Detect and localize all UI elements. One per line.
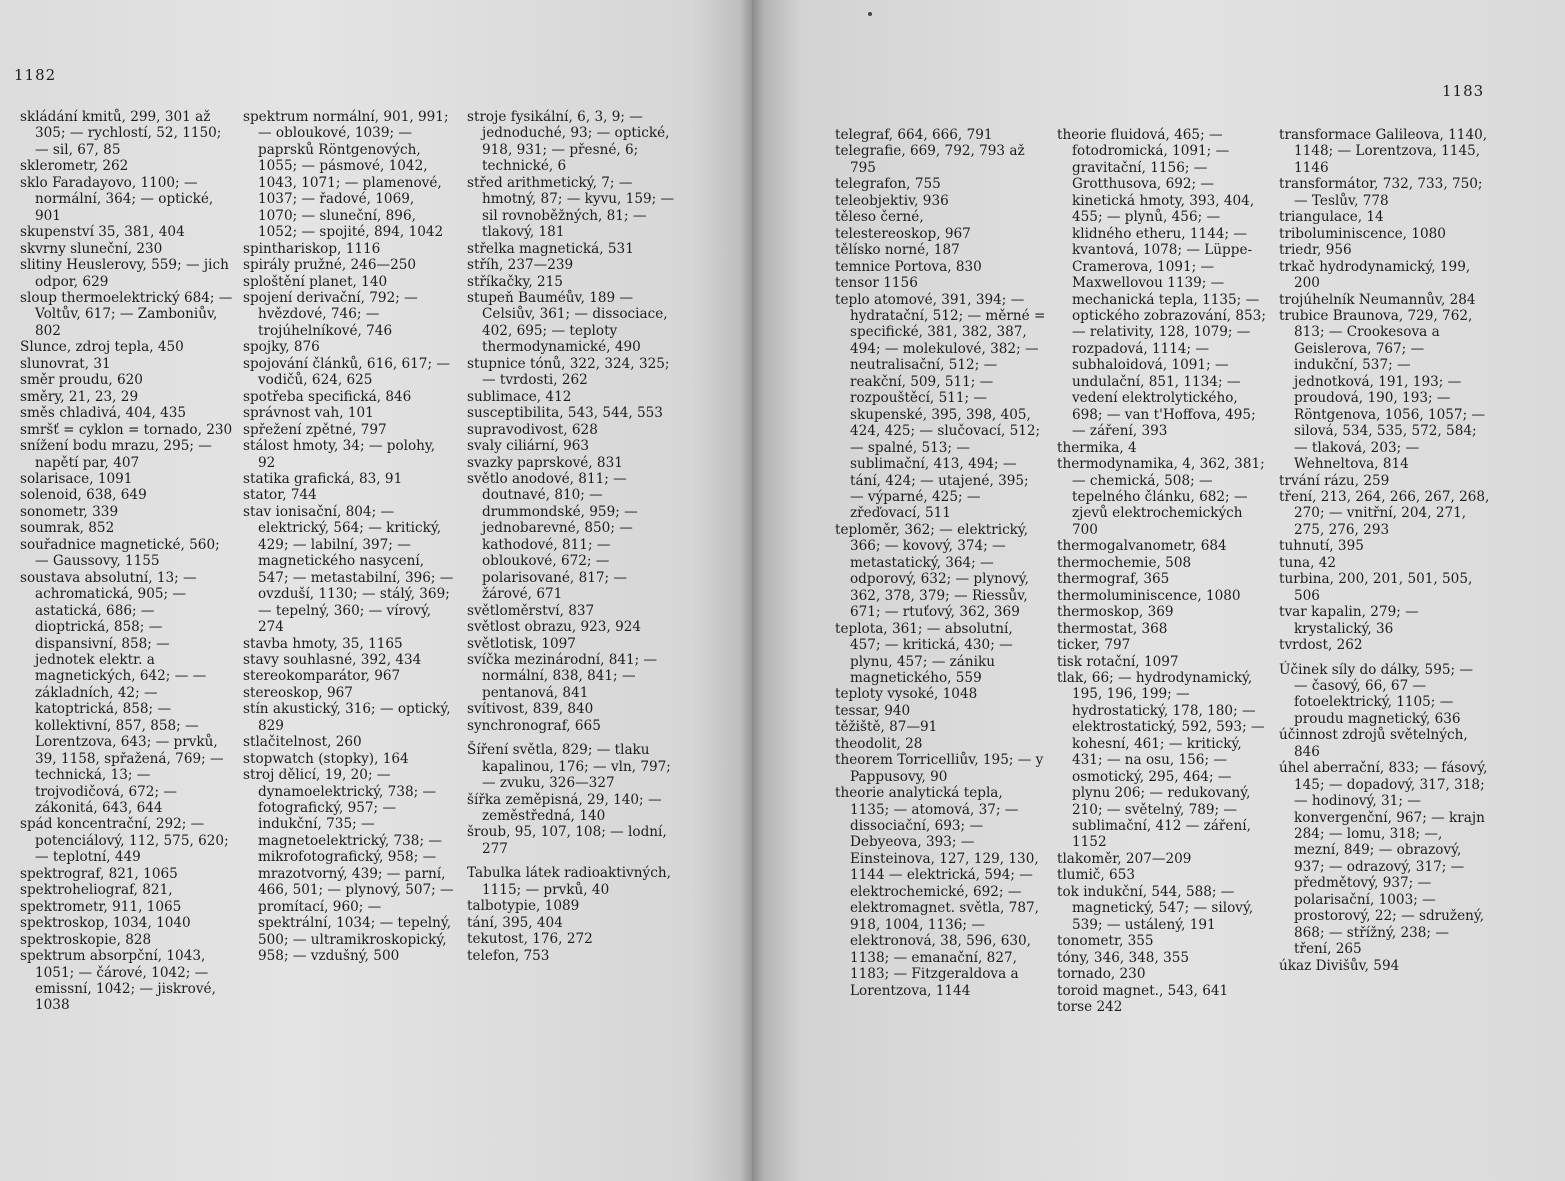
index-entry: teplota, 361; — absolutní, 457; — kritická, 430; — plynu, 457; — zániku magnetického, 559 — [835, 620, 1013, 686]
index-entry: Účinek síly do dálky, 595; — — časový, 66, 67 — fotoelektrický, 1105; — proudu magnetický, 636 — [1279, 661, 1474, 727]
index-entry: svaly ciliární, 963 — [467, 438, 590, 455]
index-entry: stavba hmoty, 35, 1165 — [243, 635, 403, 652]
index-entry: ticker, 797 — [1057, 637, 1131, 654]
index-entry: tisk rotační, 1097 — [1057, 653, 1179, 670]
index-entry: tensor 1156 — [835, 275, 918, 292]
index-entry: triangulace, 14 — [1279, 209, 1384, 226]
index-entry: stavy souhlasné, 392, 434 — [243, 651, 422, 668]
index-entry: trkač hydrodynamický, 199, 200 — [1279, 258, 1471, 292]
index-entry: světloměrství, 837 — [467, 602, 595, 619]
index-entry: telegrafie, 669, 792, 793 až 795 — [835, 143, 1025, 176]
index-entry: tvrdost, 262 — [1279, 637, 1363, 654]
index-entry: trvání rázu, 259 — [1279, 472, 1390, 489]
index-entry: světlost obrazu, 923, 924 — [467, 619, 642, 636]
index-entry: theorem Torricelliův, 195; — y Pappusovy, 90 — [835, 752, 1044, 785]
index-entry: telegrafon, 755 — [835, 176, 941, 193]
index-entry: Slunce, zdroj tepla, 450 — [20, 339, 184, 356]
index-entry: směry, 21, 23, 29 — [20, 388, 139, 405]
index-column-left-2 — [243, 109, 456, 965]
index-entry: spektroskop, 1034, 1040 — [20, 915, 191, 932]
index-entry: směs chladivá, 404, 435 — [20, 405, 187, 422]
index-entry: tření, 213, 264, 266, 267, 268, 270; — vnitřní, 204, 271, 275, 276, 293 — [1279, 488, 1490, 538]
print-speck — [868, 12, 872, 16]
index-entry: šířka zeměpisná, 29, 140; — zeměstředná, 140 — [467, 791, 662, 825]
index-entry: statika grafická, 83, 91 — [243, 470, 403, 487]
index-entry: Tabulka látek radioaktivných, 1115; — prvků, 40 — [467, 865, 671, 898]
index-entry: snížení bodu mrazu, 295; — napětí par, 407 — [20, 438, 212, 471]
index-entry: skupenství 35, 381, 404 — [20, 224, 185, 241]
index-entry: šroub, 95, 107, 108; — lodní, 277 — [467, 824, 667, 857]
index-entry: stereoskop, 967 — [243, 684, 353, 701]
index-entry: slunovrat, 31 — [20, 355, 111, 372]
index-entry: spektroheliograf, 821, — [20, 882, 173, 899]
index-entry: toroid magnet., 543, 641 — [1057, 982, 1229, 999]
index-column-right-3 — [1279, 127, 1490, 974]
index-entry: sonometr, 339 — [20, 503, 119, 520]
index-entry: stříkačky, 215 — [467, 273, 563, 290]
index-entry: tělísko norné, 187 — [835, 242, 960, 259]
index-entry: slitiny Heuslerovy, 559; — jich odpor, 629 — [20, 257, 229, 290]
index-entry: teplo atomové, 391, 394; — hydratační, 512; — měrné = specifické, 381, 382, 387, 494; — molekulové, 382; — neutralisační, 512; — reakční, 509, 511; — rozpouštěcí, 511; — skupenské, 395, 398, 405, 424, 425; — slučovací, 512; — spalné, 513; — sublimační, 413, 494; — tání, 424; — utajené, 395; — výparné, 425; — zřeďovací, 511 — [835, 291, 1046, 522]
index-entry: susceptibilita, 543, 544, 553 — [467, 405, 663, 422]
index-entry: stroje fysikální, 6, 3, 9; — jednoduché, 93; — optické, 918, 931; — přesné, 6; technické, 6 — [467, 109, 670, 175]
index-entry: tlumič, 653 — [1057, 867, 1136, 884]
index-entry: tlakoměr, 207—209 — [1057, 850, 1192, 867]
index-entry: synchronograf, 665 — [467, 717, 601, 734]
index-entry: thermograf, 365 — [1057, 571, 1170, 588]
index-entry: stav ionisační, 804; — elektrický, 564; — kritický, 429; — labilní, 397; — magnetického nasycení, 547; — metastabilní, 396; — ovzduší, 1130; — stálý, 369; — tepelný, 360; — vírový, 274 — [243, 503, 454, 636]
index-entry: skládání kmitů, 299, 301 až 305; — rychlostí, 52, 1150; — sil, 67, 85 — [20, 109, 222, 158]
index-entry: úkaz Divišův, 594 — [1279, 957, 1400, 974]
index-entry: svazky paprskové, 831 — [467, 454, 623, 471]
index-entry: spotřeba specifická, 846 — [243, 388, 412, 405]
index-column-left-3 — [467, 109, 680, 964]
index-entry: thermika, 4 — [1057, 439, 1137, 456]
index-entry: transformátor, 732, 733, 750; — Teslův, 778 — [1279, 176, 1483, 209]
index-entry: spektrum normální, 901, 991; — obloukové, 1039; — paprsků Röntgenových, 1055; — pásmové, 1042, 1043, 1071; — plamenové, 1037; — řadové, 1069, 1070; — sluneční, 896, 1052; — spojité, 894, 1042 — [243, 109, 449, 241]
index-entry: směr proudu, 620 — [20, 372, 143, 389]
index-entry: střelka magnetická, 531 — [467, 240, 634, 257]
index-entry: telefon, 753 — [467, 947, 550, 964]
index-entry: Šíření světla, 829; — tlaku kapalinou, 176; — vln, 797; — zvuku, 326—327 — [467, 742, 671, 792]
index-entry: triedr, 956 — [1279, 242, 1352, 259]
index-entry: theorie analytická tepla, 1135; — atomová, 37; — dissociační, 693; — Debyeova, 393; — Einsteinova, 127, 129, 130, 1144 — elektrická, 594; — elektrochemické, 692; — elektromagnet. světla, 787, 918, 1004, 1136; — elektronová, 38, 596, 630, 1138; — emanační, 827, 1183; — Fitzgeraldova a Lorentzova, 1144 — [835, 785, 1039, 999]
index-entry: spojování článků, 616, 617; — vodičů, 624, 625 — [243, 355, 450, 389]
index-entry: tání, 395, 404 — [467, 914, 563, 931]
index-entry: triboluminiscence, 1080 — [1279, 225, 1446, 242]
index-entry: tvar kapalin, 279; — krystalický, 36 — [1279, 604, 1419, 637]
index-entry: svítivost, 839, 840 — [467, 701, 594, 718]
index-entry: tekutost, 176, 272 — [467, 931, 593, 948]
index-entry: účinnost zdrojů světelných, 846 — [1279, 727, 1468, 760]
index-entry: supravodivost, 628 — [467, 421, 598, 438]
index-entry: trubice Braunova, 729, 762, 813; — Crookesova a Geislerova, 767; — indukční, 537; — jednotková, 191, 193; — proudová, 190, 193; — Röntgenova, 1056, 1057; — silová, 534, 535, 572, 584; — tlaková, 203; — Wehneltova, 814 — [1279, 307, 1486, 473]
index-entry: tuhnutí, 395 — [1279, 538, 1364, 555]
index-entry: tlak, 66; — hydrodynamický, 195, 196, 199; — hydrostatický, 178, 180; — elektrostatický, 592, 593; — kohesní, 461; — kritický, 431; — na osu, 156; — osmotický, 295, 464; — plynu 206; — redukovaný, 210; — světelný, 789; — sublimační, 412 — záření, 1152 — [1057, 669, 1265, 851]
index-entry: thermodynamika, 4, 362, 381; — chemická, 508; — tepelného článku, 682; — zjevů elektrochemických 700 — [1057, 456, 1265, 538]
index-entry: těleso černé, — [835, 209, 924, 226]
index-entry: spád koncentrační, 292; — potenciálový, 112, 575, 620; — teplotní, 449 — [20, 816, 229, 866]
index-entry: thermochemie, 508 — [1057, 554, 1192, 571]
index-entry: telestereoskop, 967 — [835, 225, 971, 242]
index-entry: telegraf, 664, 666, 791 — [835, 127, 993, 143]
index-entry: teploměr, 362; — elektrický, 366; — kovový, 374; — metastatický, 364; — odporový, 632; — plynový, 362, 378, 379; — Riessův, 671; — rtuťový, 362, 369 — [835, 521, 1029, 621]
index-entry: talbotypie, 1089 — [467, 898, 580, 915]
index-entry: sublimace, 412 — [467, 388, 572, 405]
index-entry: thermoluminiscence, 1080 — [1057, 587, 1241, 604]
index-entry: stereokomparátor, 967 — [243, 668, 401, 685]
index-entry: spektroskopie, 828 — [20, 931, 152, 948]
index-entry: theodolit, 28 — [835, 735, 923, 752]
index-entry: správnost vah, 101 — [243, 405, 374, 422]
index-entry: sklerometr, 262 — [20, 158, 129, 175]
index-entry: soumrak, 852 — [20, 520, 115, 537]
index-entry: teleobjektiv, 936 — [835, 192, 949, 209]
index-entry: tessar, 940 — [835, 702, 911, 719]
index-entry: stlačitelnost, 260 — [243, 734, 362, 751]
index-entry: spojky, 876 — [243, 339, 320, 356]
index-entry: sploštění planet, 140 — [243, 273, 388, 290]
index-entry: temnice Portova, 830 — [835, 258, 982, 275]
index-entry: střed arithmetický, 7; — hmotný, 87; — kyvu, 159; — sil rovnoběžných, 81; — tlakový, 181 — [467, 174, 675, 241]
index-entry: stupeň Bauméův, 189 — Celsiův, 361; — dissociace, 402, 695; — teploty thermodynamické, 490 — [467, 289, 668, 356]
index-entry: stroj dělicí, 19, 20; — dynamoelektrický, 738; — fotografický, 957; — indukční, 735; — magnetoelektrický, 738; — mikrofotografický, 958; — mrazotvorný, 439; — parní, 466, 501; — plynový, 507; — promítací, 960; — spektrální, 1034; — tepelný, 500; — ultramikroskopický, 958; — vzdušný, 500 — [243, 767, 454, 965]
index-entry: theorie fluidová, 465; — fotodromická, 1091; — gravitační, 1156; — Grotthusova, 692; — kinetická hmoty, 393, 404, 455; — plynů, 456; — klidného etheru, 1144; — kvantová, 1078; — Lüppe-Cramerova, 1091; — Maxwellovou 1139; — mechanická tepla, 1135; — optického zobrazování, 853; — relativity, 128, 1079; — rozpadová, 1114; — subhaloidová, 1091; — undulační, 851, 1134; — vedení elektrolytického, 698; — van t'Hoffova, 495; — záření, 393 — [1057, 127, 1266, 440]
index-entry: spřežení zpětné, 797 — [243, 421, 387, 438]
index-entry: sklo Faradayovo, 1100; — normální, 364; — optické, 901 — [20, 174, 214, 224]
index-entry: spinthariskop, 1116 — [243, 240, 381, 257]
index-entry: soustava absolutní, 13; — achromatická, 905; — astatická, 686; — dioptrická, 858; — dispansivní, 858; — jednotek elektr. a magnetických, 642; — — základních, 42; — katoptrická, 858; — kollektivní, 857, 858; — Lorentzova, 643; — prvků, 39, 1158, spřažená, 769; — technická, 13; — trojvodičová, 672; — zákonitá, 643, 644 — [20, 569, 224, 817]
index-entry: stupnice tónů, 322, 324, 325; — tvrdosti, 262 — [467, 355, 670, 389]
index-entry: thermostat, 368 — [1057, 620, 1168, 637]
index-entry: turbina, 200, 201, 501, 505, 506 — [1279, 571, 1473, 604]
index-entry: trojúhelník Neumannův, 284 — [1279, 291, 1476, 308]
index-entry: teploty vysoké, 1048 — [835, 686, 978, 703]
index-entry: stálost hmoty, 34; — polohy, 92 — [243, 438, 436, 471]
index-entry: thermogalvanometr, 684 — [1057, 538, 1227, 555]
page-number-right: 1183 — [1442, 82, 1485, 100]
index-entry: smršť = cyklon = tornado, 230 — [20, 421, 233, 438]
index-entry: tóny, 346, 348, 355 — [1057, 949, 1190, 966]
index-entry: stříh, 237—239 — [467, 257, 574, 274]
index-entry: torse 242 — [1057, 999, 1123, 1016]
index-entry: svíčka mezinárodní, 841; — normální, 838, 841; — pentanová, 841 — [467, 651, 658, 701]
index-entry: spektrometr, 911, 1065 — [20, 898, 182, 915]
index-column-right-2 — [1057, 127, 1268, 1015]
index-entry: spektrograf, 821, 1065 — [20, 865, 178, 882]
book-gutter — [740, 0, 764, 1181]
index-entry: tuna, 42 — [1279, 554, 1337, 571]
index-entry: skvrny sluneční, 230 — [20, 240, 163, 257]
index-entry: světlotisk, 1097 — [467, 635, 576, 652]
index-entry: sloup thermoelektrický 684; — Voltův, 617; — Zamboniův, 802 — [20, 289, 233, 339]
index-entry: transformace Galileova, 1140, 1148; — Lorentzova, 1145, 1146 — [1279, 127, 1488, 176]
index-entry: stator, 744 — [243, 487, 317, 504]
index-entry: úhel aberrační, 833; — fásový, 145; — dopadový, 317, 318; — hodinový, 31; — konvergenční, 967; — krajn 284; — lomu, 318; —, mezní, 849; — obrazový, 937; — odrazový, 317; — předmětový, 937; — polarisační, 1003; — prostorový, 22; — sdružený, 868; — střížný, 238; — tření, 265 — [1279, 760, 1488, 958]
page-number-left: 1182 — [14, 66, 57, 84]
index-entry: spektrum absorpční, 1043, 1051; — čárové, 1042; — emissní, 1042; — jiskrové, 1038 — [20, 948, 216, 1014]
index-entry: tok indukční, 544, 588; — magnetický, 547; — silový, 539; — ustálený, 191 — [1057, 883, 1254, 933]
index-entry: spirály pružné, 246—250 — [243, 257, 417, 274]
index-entry: tornado, 230 — [1057, 966, 1146, 983]
index-entry: těžiště, 87—91 — [835, 719, 938, 736]
index-entry: stopwatch (stopky), 164 — [243, 750, 409, 767]
index-entry: spojení derivační, 792; — hvězdové, 746; — trojúhelníkové, 746 — [243, 289, 418, 339]
index-entry: solenoid, 638, 649 — [20, 487, 147, 504]
index-entry: thermoskop, 369 — [1057, 604, 1174, 621]
index-entry: souřadnice magnetické, 560; — Gaussovy, 1155 — [20, 536, 220, 570]
index-column-right-1 — [835, 127, 1046, 999]
index-entry: solarisace, 1091 — [20, 470, 133, 487]
index-column-left-1 — [20, 109, 233, 1014]
index-entry: světlo anodové, 811; — doutnavé, 810; — drummondské, 959; — jednobarevné, 850; — kathodové, 811; — obloukové, 672; — polarisované, 817; — žárové, 671 — [467, 470, 638, 603]
index-entry: tonometr, 355 — [1057, 933, 1154, 950]
index-entry: stín akustický, 316; — optický, 829 — [243, 701, 451, 734]
